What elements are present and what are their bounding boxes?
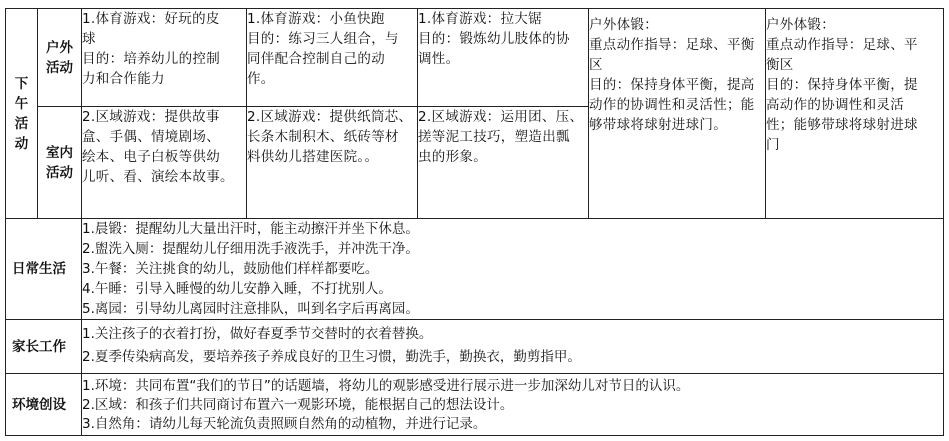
col2-indoor-cell: 2.区域游戏：提供纸筒芯、 长条木制积木、纸砖等材 料供幼儿搭建医院。。 xyxy=(247,107,418,219)
daily-life-content xyxy=(82,219,944,320)
daily-life-item: 2.盥洗入厕：提醒幼儿仔细用洗手液洗手，并冲洗干净。 xyxy=(82,241,419,257)
parents-work-label: 家长工作 xyxy=(6,320,82,374)
col2-outdoor-cell: 1.体育游戏：小鱼快跑 目的：练习三人组合，与 同伴配合控制自己的动 作。 xyxy=(247,9,418,107)
indoor-activity-label: 室内活动 xyxy=(38,107,82,219)
col3-outdoor-cell: 1.体育游戏：拉大锯 目的：锻炼幼儿肢体的协 调性。 xyxy=(418,9,589,107)
col1-outdoor-cell: 1.体育游戏：好玩的皮 球 目的：培养幼儿的控制 力和合作能力 xyxy=(82,9,247,107)
environment-label: 环境创设 xyxy=(6,374,82,436)
environment-item: 3.自然角：请幼儿每天轮流负责照顾自然角的动植物，并进行记录。 xyxy=(82,416,487,432)
col3-indoor-cell: 2.区域游戏：运用团、压、 搓等泥工技巧，塑造出瓢 虫的形象。 xyxy=(418,107,589,219)
col1-indoor-cell: 2.区域游戏：提供故事 盒、手偶、情境剧场、 绘本、电子白板等供幼 儿听、看、演绘本故事。 xyxy=(82,107,247,219)
parents-work-item: 2.夏季传染病高发，要培养孩子养成良好的卫生习惯，勤洗手，勤换衣，勤剪指甲。 xyxy=(82,349,581,365)
daily-life-item: 4.午睡：引导入睡慢的幼儿安静入睡，不打扰别人。 xyxy=(82,281,392,297)
daily-life-row xyxy=(6,219,944,320)
environment-content xyxy=(82,374,944,436)
weekly-plan-table xyxy=(5,8,944,436)
daily-life-item: 3.午餐：关注挑食的幼儿，鼓励他们样样都要吃。 xyxy=(82,261,379,277)
daily-life-label: 日常生活 xyxy=(6,219,82,320)
environment-row xyxy=(6,374,944,436)
col4-merged-cell: 户外体锻： 重点动作指导：足球、平衡 区 目的：保持身体平衡，提高 动作的协调性和灵活性；能 够带球将球射进球门。 xyxy=(589,9,766,219)
parents-row xyxy=(6,320,944,374)
parents-work-content xyxy=(82,320,944,374)
afternoon-outdoor-row xyxy=(6,9,944,107)
afternoon-section-label: 下午活动 xyxy=(6,9,38,219)
parents-work-item: 1.关注孩子的衣着打扮，做好春夏季节交替时的衣着替换。 xyxy=(82,326,433,342)
outdoor-activity-label: 户外活动 xyxy=(38,9,82,107)
daily-life-item: 1.晨锻：提醒幼儿大量出汗时，能主动擦汗并坐下休息。 xyxy=(82,221,419,237)
col5-merged-cell: 户外体锻： 重点动作指导：足球、平 衡区 目的：保持身体平衡，提 高动作的协调性和灵活 性；能够带球将球射进球 门 xyxy=(766,9,944,219)
environment-item: 2.区域：和孩子们共同商讨布置六一观影环境，能根据自己的想法设计。 xyxy=(82,397,514,413)
daily-life-item: 5.离园：引导幼儿离园时注意排队，叫到名字后再离园。 xyxy=(82,301,419,317)
environment-item: 1.环境：共同布置“我们的节日”的话题墙，将幼儿的观影感受进行展示进一步加深幼儿对节日的认识。 xyxy=(82,378,690,394)
